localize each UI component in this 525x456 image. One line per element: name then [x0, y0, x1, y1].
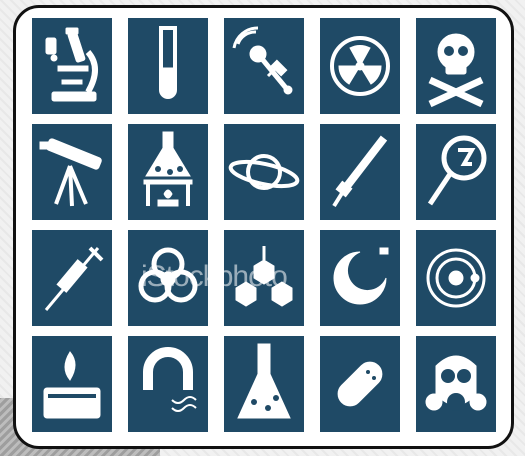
test-tube-icon	[128, 18, 208, 114]
magnifier-icon	[416, 124, 496, 220]
skull-crossbones-icon	[416, 18, 496, 114]
tile-eclipse	[320, 230, 400, 326]
eclipse-icon	[320, 230, 400, 326]
tile-pill	[320, 336, 400, 432]
atom-orbit-icon	[416, 230, 496, 326]
telescope-icon	[32, 124, 112, 220]
radiation-icon	[320, 18, 400, 114]
syringe-icon	[32, 230, 112, 326]
tile-thermometer	[320, 124, 400, 220]
watermark-text: iStockphoto	[141, 260, 287, 293]
tile-syringe	[32, 230, 112, 326]
gas-mask-icon	[416, 336, 496, 432]
tile-radiation	[320, 18, 400, 114]
tile-magnet	[128, 336, 208, 432]
tile-flask-burner	[128, 124, 208, 220]
erlenmeyer-flask-icon	[224, 336, 304, 432]
tile-telescope	[32, 124, 112, 220]
thermometer-icon	[320, 124, 400, 220]
bunsen-burner-icon	[32, 336, 112, 432]
tile-atom	[416, 230, 496, 326]
magnet-icon	[128, 336, 208, 432]
flask-on-burner-icon	[128, 124, 208, 220]
tile-bunsen	[32, 336, 112, 432]
icon-panel	[13, 5, 514, 449]
tile-planet	[224, 124, 304, 220]
tile-microscope	[32, 18, 112, 114]
tile-magnifier	[416, 124, 496, 220]
tile-gas-mask	[416, 336, 496, 432]
tile-skull	[416, 18, 496, 114]
microscope-icon	[32, 18, 112, 114]
pill-capsule-icon	[320, 336, 400, 432]
tile-test-tube	[128, 18, 208, 114]
satellite-icon	[224, 18, 304, 114]
tile-flask	[224, 336, 304, 432]
tile-satellite	[224, 18, 304, 114]
planet-ring-icon	[224, 124, 304, 220]
